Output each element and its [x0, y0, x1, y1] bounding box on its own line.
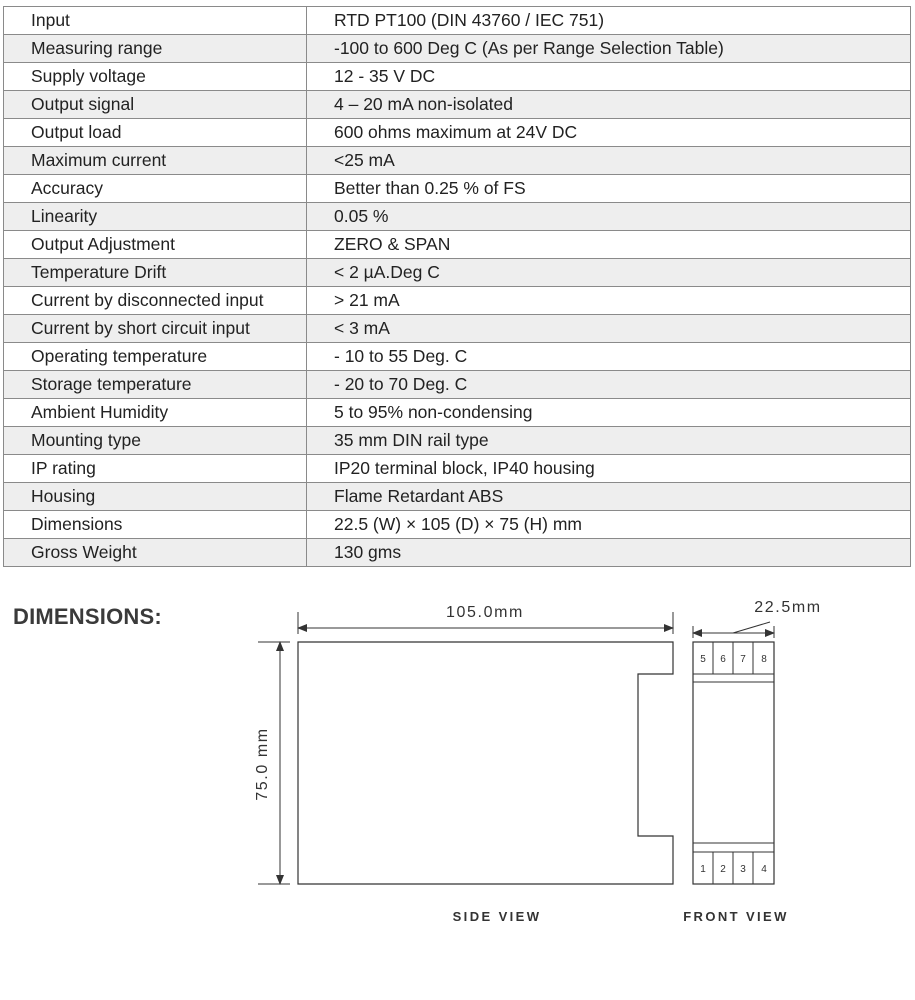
spec-parameter: Ambient Humidity: [4, 399, 307, 427]
spec-value: 5 to 95% non-condensing: [307, 399, 911, 427]
spec-parameter: Maximum current: [4, 147, 307, 175]
spec-value: < 2 µA.Deg C: [307, 259, 911, 287]
spec-parameter: Mounting type: [4, 427, 307, 455]
terminal-4: 4: [761, 864, 767, 875]
front-view-label: FRONT VIEW: [683, 909, 789, 924]
spec-parameter: Dimensions: [4, 511, 307, 539]
spec-value: 35 mm DIN rail type: [307, 427, 911, 455]
terminal-3: 3: [740, 864, 746, 875]
height-dimension: [254, 642, 290, 884]
spec-value: <25 mA: [307, 147, 911, 175]
spec-parameter: Gross Weight: [4, 539, 307, 567]
spec-parameter: IP rating: [4, 455, 307, 483]
spec-parameter: Storage temperature: [4, 371, 307, 399]
side-view-label: SIDE VIEW: [452, 909, 542, 924]
spec-value: RTD PT100 (DIN 43760 / IEC 751): [307, 7, 911, 35]
front-view-outline: [693, 642, 774, 884]
spec-value: Better than 0.25 % of FS: [307, 175, 911, 203]
side-view-outline: [298, 642, 673, 884]
spec-value: -100 to 600 Deg C (As per Range Selection Table): [307, 35, 911, 63]
spec-value: Flame Retardant ABS: [307, 483, 911, 511]
spec-parameter: Output load: [4, 119, 307, 147]
terminal-6: 6: [720, 654, 726, 665]
spec-value: 600 ohms maximum at 24V DC: [307, 119, 911, 147]
spec-value: < 3 mA: [307, 315, 911, 343]
spec-parameter: Linearity: [4, 203, 307, 231]
spec-parameter: Accuracy: [4, 175, 307, 203]
spec-parameter: Operating temperature: [4, 343, 307, 371]
height-label: 75.0 mm: [254, 727, 271, 801]
terminal-7: 7: [740, 654, 746, 665]
terminal-5: 5: [700, 654, 706, 665]
spec-value: IP20 terminal block, IP40 housing: [307, 455, 911, 483]
spec-parameter: Output signal: [4, 91, 307, 119]
spec-value: 22.5 (W) × 105 (D) × 75 (H) mm: [307, 511, 911, 539]
spec-value: 0.05 %: [307, 203, 911, 231]
spec-value: 12 - 35 V DC: [307, 63, 911, 91]
front-view: [693, 642, 774, 884]
spec-value: 4 – 20 mA non-isolated: [307, 91, 911, 119]
spec-parameter: Output Adjustment: [4, 231, 307, 259]
spec-parameter: Supply voltage: [4, 63, 307, 91]
spec-parameter: Current by disconnected input: [4, 287, 307, 315]
spec-parameter: Temperature Drift: [4, 259, 307, 287]
spec-parameter: Input: [4, 7, 307, 35]
depth-label: 105.0mm: [446, 604, 524, 621]
terminal-1: 1: [700, 864, 706, 875]
spec-value: - 10 to 55 Deg. C: [307, 343, 911, 371]
spec-value: - 20 to 70 Deg. C: [307, 371, 911, 399]
spec-parameter: Current by short circuit input: [4, 315, 307, 343]
terminal-8: 8: [761, 654, 767, 665]
spec-parameter: Housing: [4, 483, 307, 511]
width-label: 22.5mm: [754, 599, 822, 616]
dimensions-heading: DIMENSIONS:: [13, 604, 162, 629]
width-dimension: [693, 599, 822, 638]
spec-value: 130 gms: [307, 539, 911, 567]
depth-dimension: [298, 604, 673, 634]
spec-parameter: Measuring range: [4, 35, 307, 63]
spec-value: ZERO & SPAN: [307, 231, 911, 259]
terminal-2: 2: [720, 864, 726, 875]
spec-value: > 21 mA: [307, 287, 911, 315]
